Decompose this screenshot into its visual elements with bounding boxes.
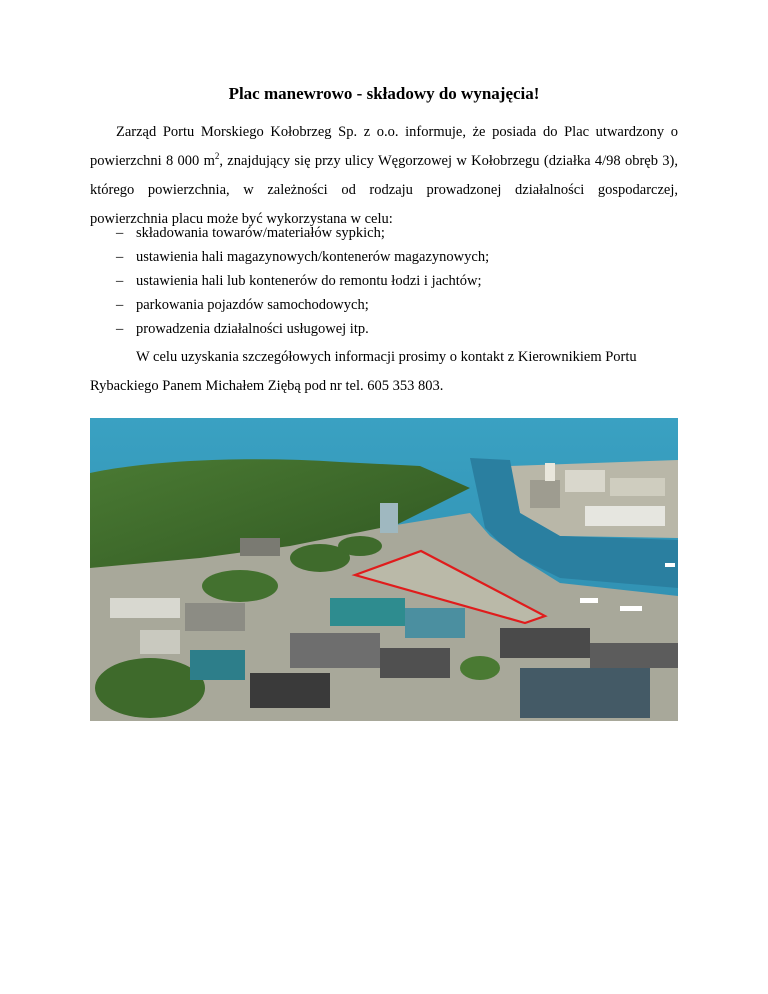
- list-item-text: prowadzenia działalności usługowej itp.: [136, 321, 369, 337]
- list-item: [90, 269, 678, 293]
- contact-line2: Rybackiego Panem Michałem Ziębą pod nr tel. 605 353 803.: [90, 378, 444, 394]
- intro-text-part1: Zarząd Portu Morskiego Kołobrzeg Sp. z o.o. informuje, że posiada do Plac utwardzony o powierzchni 8 000 m: [90, 124, 678, 169]
- contact-line1: W celu uzyskania szczegółowych informacji prosimy o kontakt z Kierownikiem Portu: [136, 349, 637, 365]
- list-item-text: ustawienia hali lub kontenerów do remontu łodzi i jachtów;: [136, 273, 482, 289]
- list-item-text: ustawienia hali magazynowych/kontenerów magazynowych;: [136, 249, 490, 265]
- superscript-2: 2: [214, 151, 220, 162]
- page-title: Plac manewrowo - składowy do wynajęcia!: [228, 84, 540, 103]
- aerial-port-photo: [90, 418, 678, 721]
- list-item: [90, 221, 678, 245]
- list-item: [90, 317, 678, 341]
- dash-bullet: –: [116, 321, 124, 337]
- dash-bullet: –: [116, 273, 124, 289]
- list-item: [90, 293, 678, 317]
- dash-bullet: –: [116, 225, 124, 241]
- intro-text-part2: , znajdujący się przy ulicy Węgorzowej w Kołobrzegu (działka 4/98 obręb 3), którego powierzchnia, w zależności od rodzaju prowadzonej działalności gospodarczej, powierzchnia placu może być wykorzystana w celu:: [90, 153, 678, 227]
- intro-paragraph: [90, 118, 678, 234]
- dash-bullet: –: [116, 249, 124, 265]
- usage-list: [90, 221, 678, 341]
- list-item: [90, 245, 678, 269]
- list-item-text: składowania towarów/materiałów sypkich;: [136, 225, 385, 241]
- contact-paragraph: [90, 343, 678, 401]
- list-item-text: parkowania pojazdów samochodowych;: [136, 297, 369, 313]
- dash-bullet: –: [116, 297, 124, 313]
